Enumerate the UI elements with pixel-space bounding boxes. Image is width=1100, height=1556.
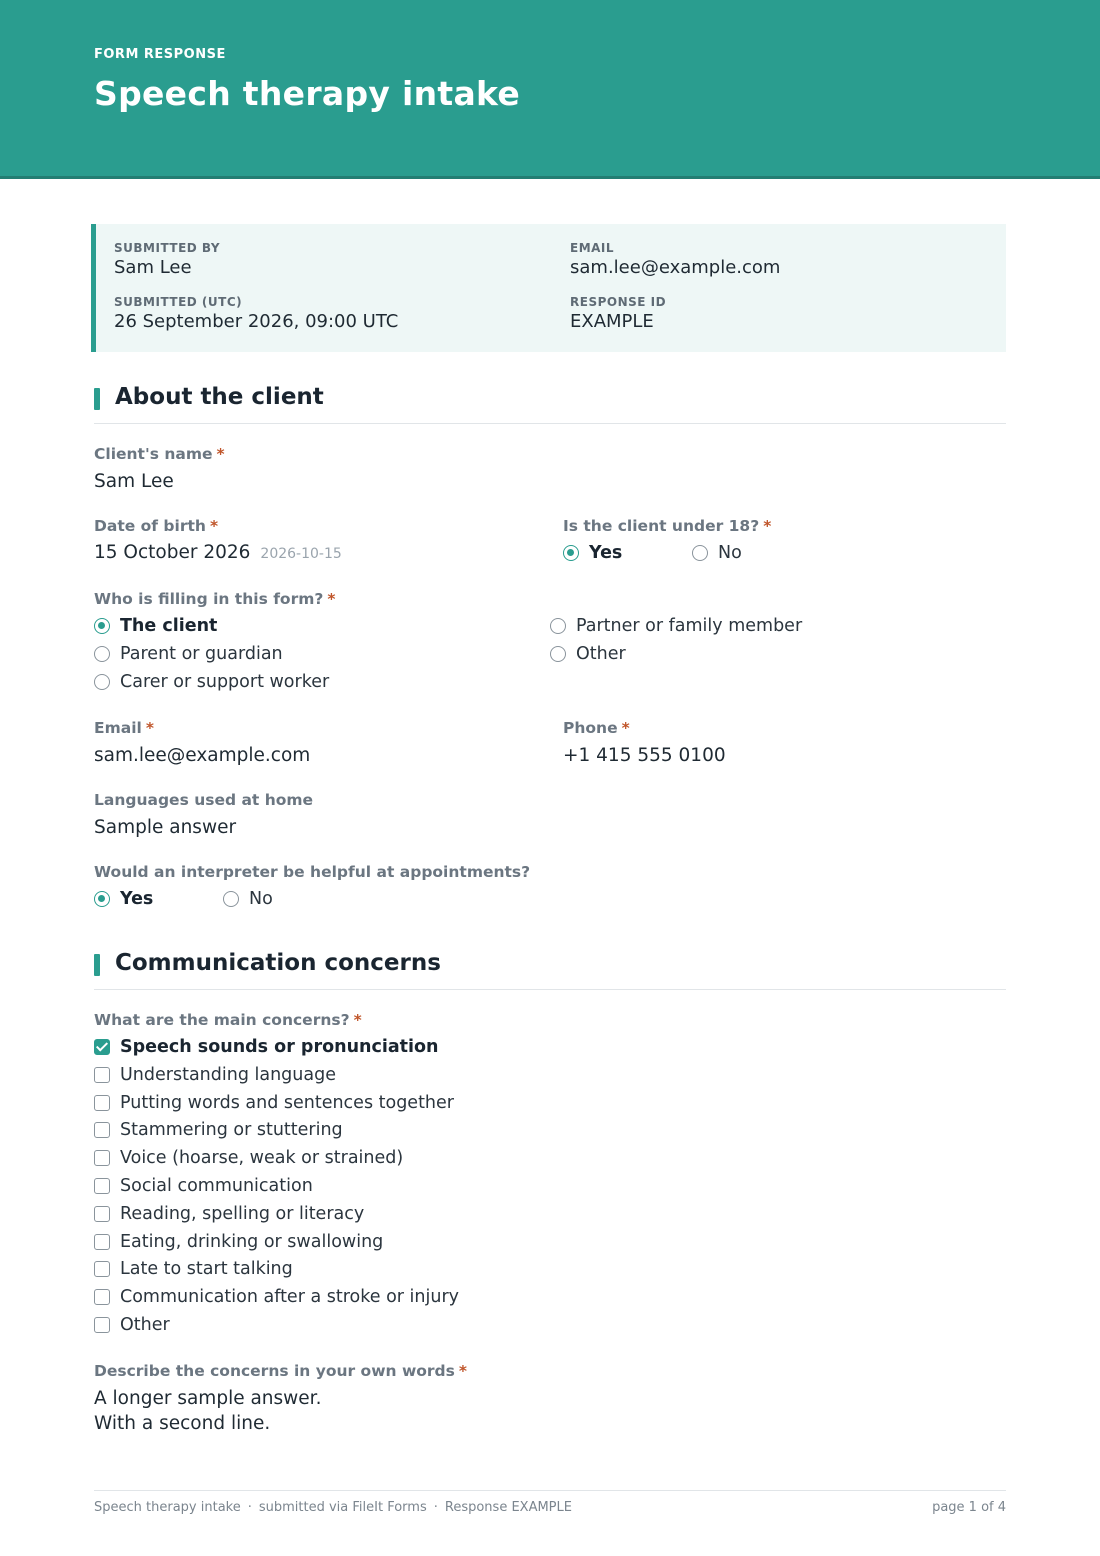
footer-via: submitted via FileIt Forms [258,1500,427,1515]
radio-icon [94,646,110,662]
option-label: Communication after a stroke or injury [120,1287,460,1307]
option-label: Yes [120,889,154,909]
label-text: Phone [563,719,618,737]
under18-option-yes[interactable] [563,543,622,563]
footer-page-number: page 1 of 4 [932,1500,1006,1515]
page-footer [94,1490,1006,1520]
email-label [94,719,154,737]
checkbox-icon [94,1150,110,1166]
interpreter-label: Would an interpreter be helpful at appointments? [94,863,531,881]
radio-selected-icon [563,545,579,561]
main-concerns-label [94,1011,362,1029]
checkbox-icon [94,1317,110,1333]
label-text: Email [94,719,142,737]
checkbox-icon [94,1067,110,1083]
meta-label: SUBMITTED BY [114,241,221,255]
checkbox-checked-icon [94,1039,110,1055]
label-text: What are the main concerns? [94,1011,350,1029]
filler-option-partner[interactable] [550,616,802,636]
dob-value [94,542,342,563]
under18-option-no[interactable] [692,543,742,563]
email-value: sam.lee@example.com [94,745,311,766]
meta-submitted-by [114,241,220,278]
section-accent-bar [94,388,100,410]
concern-option[interactable] [94,1148,403,1168]
option-label: Carer or support worker [120,672,330,692]
section-accent-bar [94,954,100,976]
concern-option[interactable] [94,1093,454,1113]
label-text: Describe the concerns in your own words [94,1362,455,1380]
meta-label: RESPONSE ID [570,295,667,309]
meta-label: EMAIL [570,241,615,255]
label-text: Date of birth [94,517,206,535]
section-title: About the client [115,384,324,410]
describe-line-1: A longer sample answer. [94,1388,322,1409]
required-marker: * [145,719,154,737]
required-marker: * [621,719,630,737]
checkbox-icon [94,1122,110,1138]
concern-option[interactable] [94,1259,293,1279]
option-label: Putting words and sentences together [120,1093,454,1113]
label-text: Is the client under 18? [563,517,760,535]
concern-option[interactable] [94,1232,383,1252]
languages-value: Sample answer [94,817,237,838]
checkbox-icon [94,1234,110,1250]
interpreter-option-yes[interactable] [94,889,153,909]
client-name-value: Sam Lee [94,471,174,492]
option-label: Speech sounds or pronunciation [120,1037,439,1057]
option-label: Other [120,1315,170,1335]
radio-icon [692,545,708,561]
concern-option[interactable] [94,1065,336,1085]
option-label: Other [576,644,626,664]
radio-icon [94,674,110,690]
filler-label [94,590,335,608]
describe-label [94,1362,467,1380]
section-communication-concerns [94,950,1006,990]
header-banner [0,0,1100,179]
checkbox-icon [94,1095,110,1111]
concern-option[interactable] [94,1287,459,1307]
radio-icon [550,646,566,662]
checkbox-icon [94,1261,110,1277]
option-label: Reading, spelling or literacy [120,1204,365,1224]
option-label: Parent or guardian [120,644,283,664]
checkbox-icon [94,1289,110,1305]
option-label: Social communication [120,1176,313,1196]
option-label: Voice (hoarse, weak or strained) [120,1148,404,1168]
section-title: Communication concerns [115,950,441,976]
meta-value: 26 September 2026, 09:00 UTC [114,311,399,332]
meta-label: SUBMITTED (UTC) [114,295,243,309]
filler-option-client[interactable] [94,616,217,636]
concern-option[interactable] [94,1315,170,1335]
footer-separator: · [247,1500,252,1515]
filler-option-parent[interactable] [94,644,283,664]
page-title: Speech therapy intake [94,74,521,113]
checkbox-icon [94,1206,110,1222]
option-label: Eating, drinking or swallowing [120,1232,384,1252]
concern-option[interactable] [94,1120,343,1140]
dob-text: 15 October 2026 [94,542,251,563]
phone-value: +1 415 555 0100 [563,745,726,766]
radio-selected-icon [94,891,110,907]
label-text: Client's name [94,445,213,463]
footer-response: Response EXAMPLE [444,1500,572,1515]
filler-option-other[interactable] [550,644,626,664]
option-label: No [249,889,273,909]
option-label: No [718,543,742,563]
dob-label [94,517,218,535]
required-marker: * [209,517,219,535]
radio-icon [223,891,239,907]
label-text: Who is filling in this form? [94,590,324,608]
required-marker: * [763,517,772,535]
radio-selected-icon [94,618,110,634]
option-label: Stammering or stuttering [120,1120,343,1140]
languages-label: Languages used at home [94,791,314,809]
footer-separator: · [433,1500,438,1515]
describe-line-2: With a second line. [94,1413,271,1434]
meta-value: sam.lee@example.com [570,257,781,278]
dob-iso: 2026-10-15 [260,546,342,562]
interpreter-option-no[interactable] [223,889,273,909]
required-marker: * [458,1362,467,1380]
client-name-label [94,445,225,463]
option-label: The client [120,616,218,636]
concern-option[interactable] [94,1204,364,1224]
required-marker: * [216,445,225,463]
concern-option[interactable] [94,1176,313,1196]
footer-form-name: Speech therapy intake [94,1500,241,1515]
meta-value: Sam Lee [114,257,192,278]
footer-left [94,1500,572,1515]
section-about-client [94,384,1006,424]
radio-icon [550,618,566,634]
meta-email [570,241,780,278]
checkbox-icon [94,1178,110,1194]
required-marker: * [353,1011,362,1029]
option-label: Partner or family member [576,616,803,636]
option-label: Understanding language [120,1065,336,1085]
meta-value: EXAMPLE [570,311,654,332]
header-kicker: FORM RESPONSE [94,47,226,62]
meta-response-id [570,295,666,332]
option-label: Yes [589,543,623,563]
concern-option[interactable] [94,1037,439,1057]
option-label: Late to start talking [120,1259,293,1279]
required-marker: * [327,590,336,608]
meta-submitted-utc [114,295,398,332]
filler-option-carer[interactable] [94,672,329,692]
phone-label [563,719,630,737]
submission-meta [91,224,1006,352]
under18-label [563,517,771,535]
